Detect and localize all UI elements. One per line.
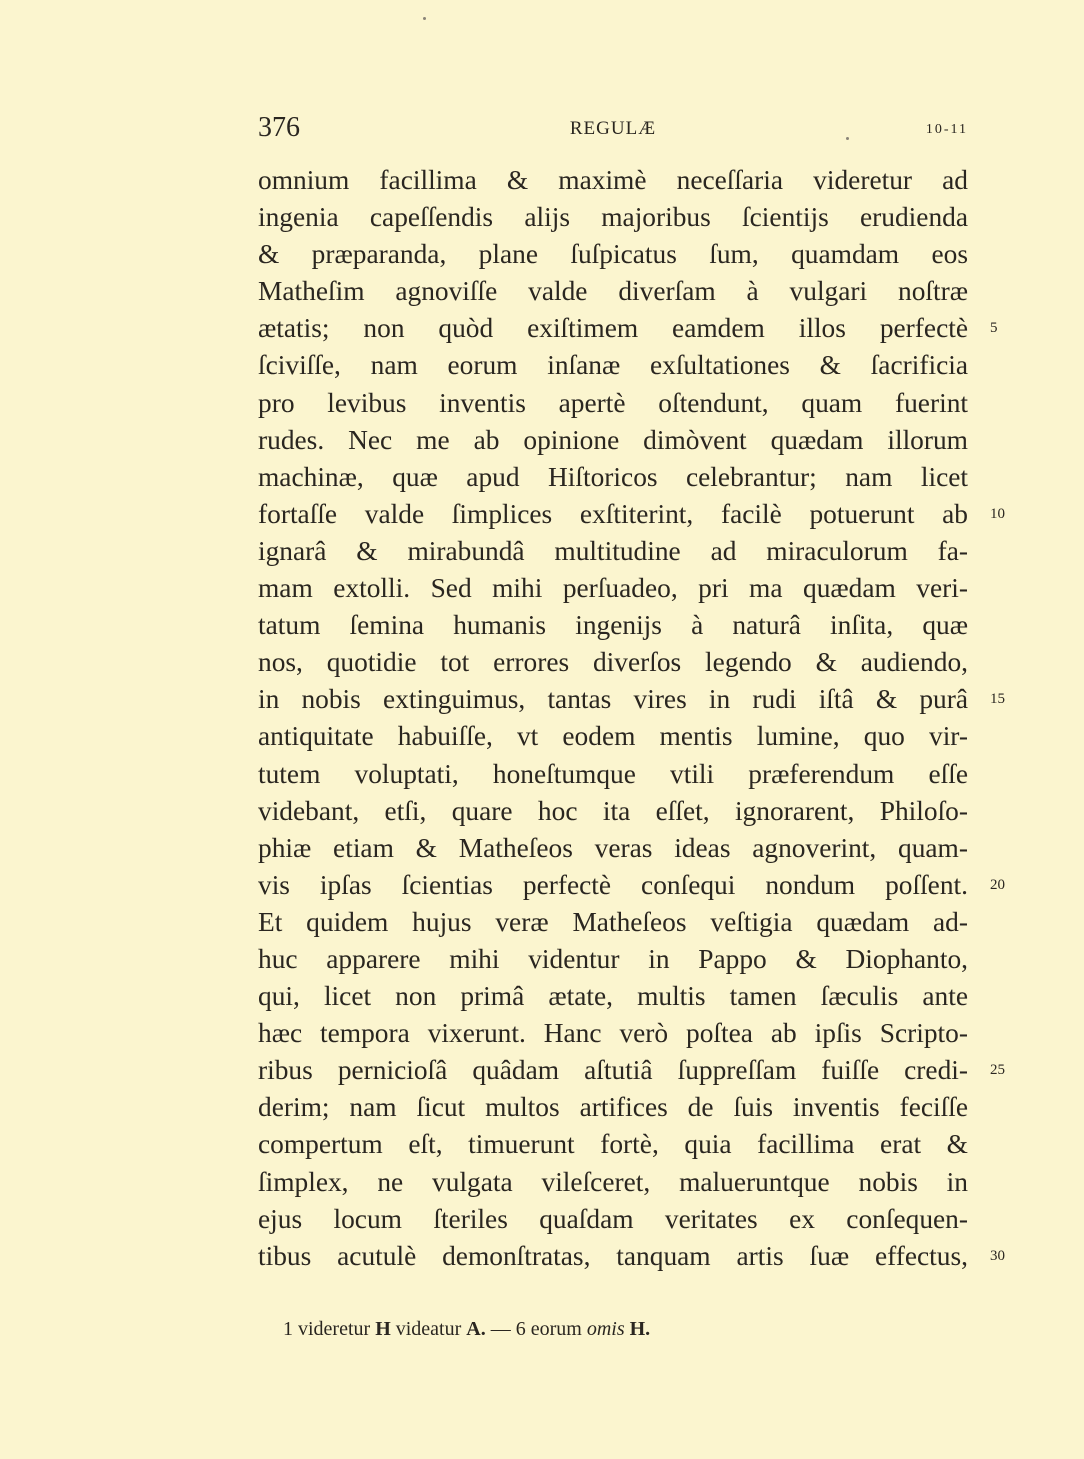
text-line: derim; nam ſicut multos artifices de ſuis inventis feciſſe	[258, 1092, 968, 1123]
text-line: phiæ etiam & Matheſeos veras ideas agnoverint, quam-	[258, 832, 968, 863]
text-line: tatum ſemina humanis ingenijs à naturâ inſita, quæ	[258, 610, 968, 641]
text-line: huc apparere mihi videntur in Pappo & Diophanto,	[258, 943, 968, 974]
text-line: ejus locum ſteriles quaſdam veritates ex conſequen-	[258, 1203, 968, 1234]
text-line: ribus pernicioſâ quâdam aſtutiâ ſuppreſſam fuiſſe credi-	[258, 1055, 968, 1086]
page-number: 376	[258, 112, 300, 143]
text-line: ignarâ & mirabundâ multitudine ad miraculorum fa-	[258, 535, 968, 566]
line-number: 10	[990, 505, 1005, 522]
text-line: omnium facillima & maximè neceſſaria videretur ad	[258, 165, 968, 195]
text-line: tutem voluptati, honeſtumque vtili præferendum eſſe	[258, 758, 968, 789]
text-line: ſimplex, ne vulgata vileſceret, malueruntque nobis in	[258, 1166, 968, 1197]
text-line: Et quidem hujus veræ Matheſeos veſtigia quædam ad-	[258, 906, 968, 937]
text-line: compertum eſt, timuerunt fortè, quia facillima erat &	[258, 1129, 968, 1160]
footnote	[283, 1318, 650, 1341]
footnote-siglum: H.	[629, 1318, 651, 1340]
text-line: & præparanda, plane ſuſpicatus ſum, quamdam eos	[258, 239, 968, 270]
line-number: 15	[990, 691, 1005, 708]
footnote-text: 1 videretur	[283, 1318, 376, 1340]
text-line: nos, quotidie tot errores diverſos legendo & audiendo,	[258, 647, 968, 678]
line-number: 25	[990, 1062, 1005, 1079]
running-title: REGULÆ	[569, 118, 657, 139]
text-line: fortaſſe valde ſimplices exſtiterint, facilè potuerunt ab	[258, 498, 968, 529]
text-line: antiquitate habuiſſe, vt eodem mentis lumine, quo vir-	[258, 721, 968, 752]
text-line: qui, licet non primâ ætate, multis tamen ſæculis ante	[258, 981, 968, 1012]
text-line: hæc tempora vixerunt. Hanc verò poſtea ab ipſis Scripto-	[258, 1018, 968, 1049]
footnote-omis: omis	[586, 1318, 625, 1340]
footnote-siglum: H	[375, 1318, 391, 1340]
line-number: 30	[990, 1247, 1005, 1264]
section-numbers: 10-11	[925, 122, 968, 137]
text-line: tibus acutulè demonſtratas, tanquam artis ſuæ effectus,	[258, 1240, 968, 1271]
line-number: 5	[990, 320, 998, 337]
text-line: pro levibus inventis apertè oſtendunt, quam fuerint	[258, 387, 968, 418]
text-line: Matheſim agnoviſſe valde diverſam à vulgari noſtræ	[258, 276, 968, 307]
text-line: rudes. Nec me ab opinione dimòvent quædam illorum	[258, 424, 968, 455]
footnote-text: videatur	[390, 1318, 467, 1340]
text-line: mam extolli. Sed mihi perſuadeo, pri ma quædam veri-	[258, 573, 968, 604]
text-line: vis ipſas ſcientias perfectè conſequi nondum poſſent.	[258, 869, 968, 900]
text-line: ingenia capeſſendis alijs majoribus ſcientijs erudienda	[258, 202, 968, 233]
line-number: 20	[990, 876, 1005, 893]
text-line: ſciviſſe, nam eorum inſanæ exſultationes & ſacrificia	[258, 350, 968, 381]
page-header	[258, 112, 968, 144]
text-line: machinæ, quæ apud Hiſtoricos celebrantur; nam licet	[258, 461, 968, 492]
speck-mark	[423, 17, 426, 20]
footnote-siglum: A.	[466, 1318, 486, 1340]
footnote-text: — 6 eorum	[485, 1318, 587, 1340]
body-text	[258, 162, 968, 1275]
text-line: videbant, etſi, quare hoc ita eſſet, ignorarent, Philoſo-	[258, 795, 968, 826]
text-line: ætatis; non quòd exiſtimem eamdem illos perfectè	[258, 313, 968, 344]
text-line: in nobis extinguimus, tantas vires in rudi iſtâ & purâ	[258, 684, 968, 715]
